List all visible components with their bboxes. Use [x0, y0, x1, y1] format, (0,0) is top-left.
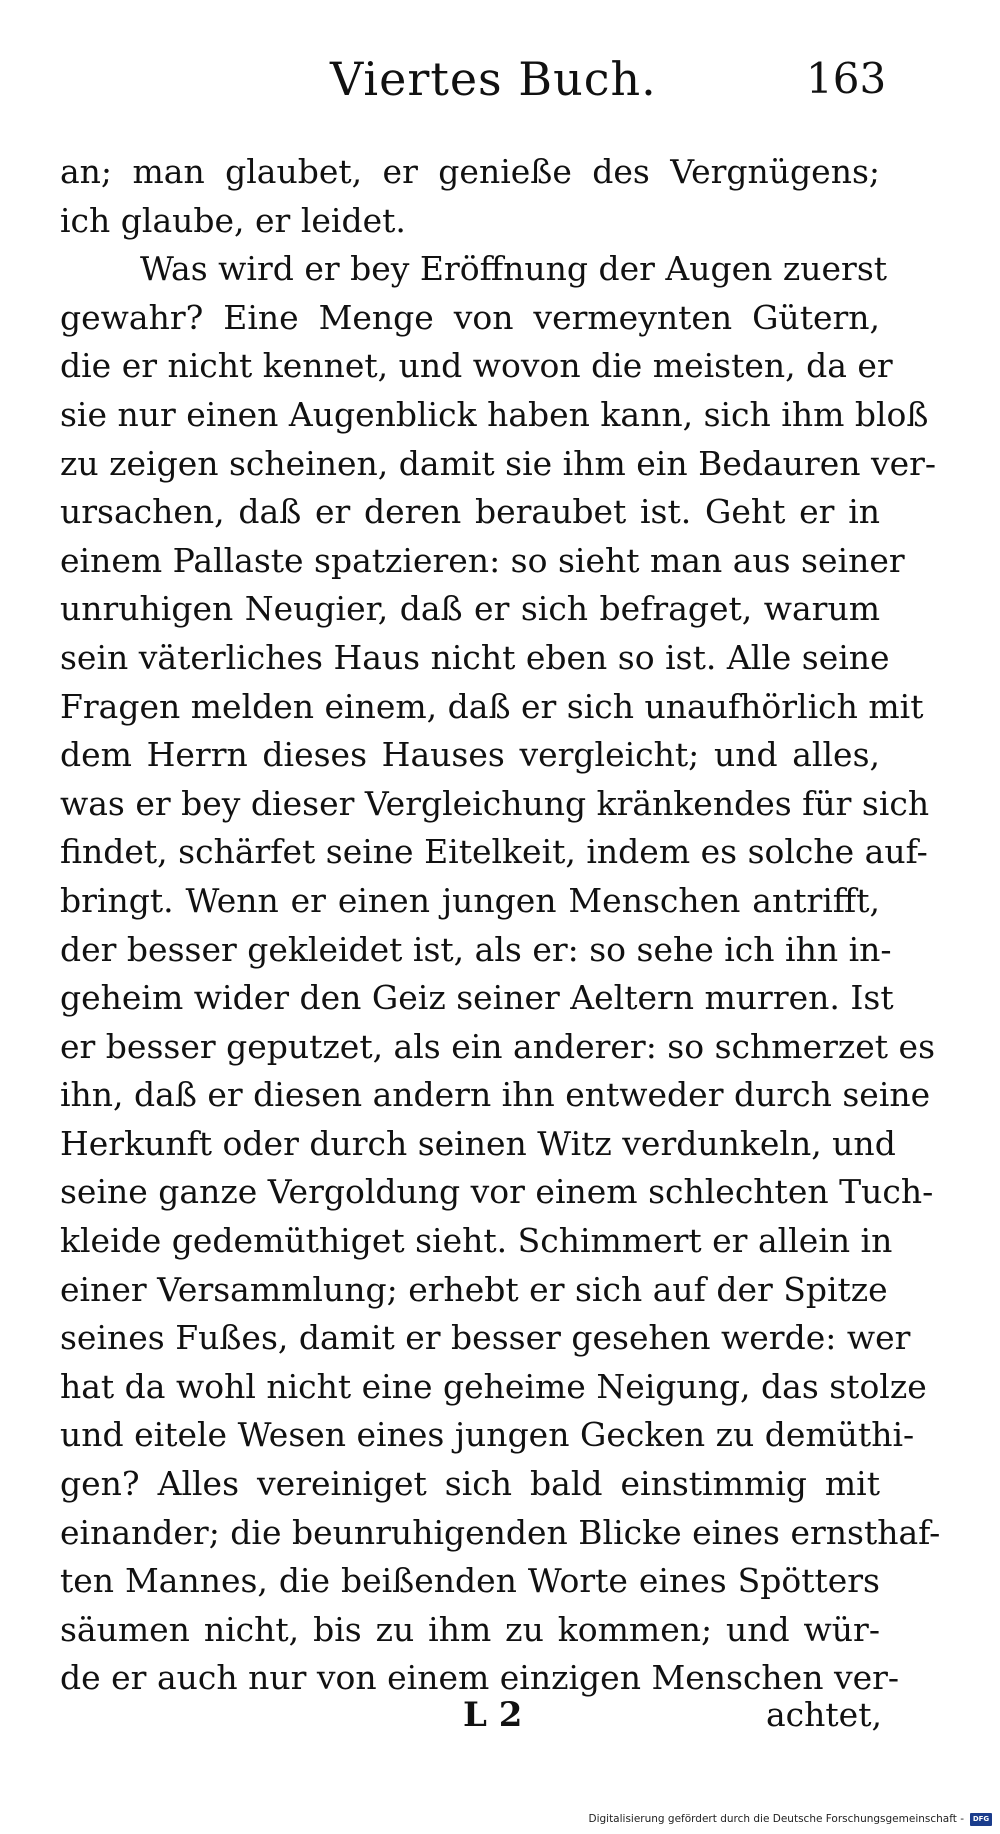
- digitization-credit: [588, 1810, 992, 1828]
- text-line: einander; die beunruhigenden Blicke eines ernsthaf-: [60, 1512, 941, 1552]
- text-line: einem Pallaste spatzieren: so sieht man aus seiner: [60, 540, 905, 580]
- text-line: seines Fußes, damit er besser gesehen werde: wer: [60, 1318, 911, 1358]
- text-line: zu zeigen scheinen, damit sie ihm ein Bedauren ver-: [60, 443, 937, 483]
- text-line: die er nicht kennet, und wovon die meisten, da er: [60, 346, 893, 386]
- text-line: an; man glaubet, er genieße des Vergnügens;: [60, 152, 880, 191]
- dfg-logo-icon: DFG: [970, 1813, 992, 1826]
- page-number: 163: [806, 54, 887, 103]
- text-line: geheim wider den Geiz seiner Aeltern murren. Ist: [60, 978, 894, 1018]
- text-line: ursachen, daß er deren beraubet ist. Geht er in: [60, 492, 880, 532]
- text-line: kleide gedemüthiget sieht. Schimmert er allein in: [60, 1221, 893, 1261]
- text-line: ihn, daß er diesen andern ihn entweder durch seine: [60, 1075, 931, 1115]
- text-line: Herkunft oder durch seinen Witz verdunkeln, und: [60, 1123, 896, 1163]
- text-line: ten Mannes, die beißenden Worte eines Spötters: [60, 1561, 880, 1601]
- text-line: unruhigen Neugier, daß er sich befraget, warum: [60, 589, 880, 629]
- catchword: achtet,: [766, 1695, 882, 1734]
- text-line: de er auch nur von einem einzigen Menschen ver-: [60, 1658, 900, 1698]
- text-line: und eitele Wesen eines jungen Gecken zu demüthi-: [60, 1415, 915, 1455]
- running-title: Viertes Buch.: [330, 52, 657, 106]
- page-footer: [0, 1695, 1000, 1745]
- text-line: sein väterliches Haus nicht eben so ist. Alle seine: [60, 637, 890, 677]
- text-line: einer Versammlung; erhebt er sich auf der Spitze: [60, 1269, 888, 1309]
- credit-text: Digitalisierung gefördert durch die Deutsche Forschungsgemeinschaft -: [588, 1813, 964, 1825]
- text-line: was er bey dieser Vergleichung kränkendes für sich: [60, 783, 930, 823]
- text-line: der besser gekleidet ist, als er: so sehe ich ihn in-: [60, 929, 892, 969]
- text-line: gewahr? Eine Menge von vermeynten Gütern,: [60, 297, 880, 337]
- text-line: seine ganze Vergoldung vor einem schlechten Tuch-: [60, 1172, 934, 1212]
- text-line: Was wird er bey Eröffnung der Augen zuerst: [140, 249, 888, 289]
- text-line: gen? Alles vereiniget sich bald einstimmig mit: [60, 1464, 880, 1504]
- text-line: hat da wohl nicht eine geheime Neigung, das stolze: [60, 1366, 927, 1406]
- page-header: [0, 52, 1000, 112]
- text-line: säumen nicht, bis zu ihm zu kommen; und wür-: [60, 1609, 880, 1649]
- text-line: bringt. Wenn er einen jungen Menschen antrifft,: [60, 880, 880, 920]
- signature-mark: L 2: [463, 1695, 523, 1735]
- body-text: [60, 148, 941, 1703]
- text-line: dem Herrn dieses Hauses vergleicht; und alles,: [60, 735, 880, 775]
- text-line: Fragen melden einem, daß er sich unaufhörlich mit: [60, 686, 924, 726]
- text-line: findet, schärfet seine Eitelkeit, indem es solche auf-: [60, 832, 928, 872]
- text-line: ich glaube, er leidet.: [60, 200, 406, 240]
- text-line: sie nur einen Augenblick haben kann, sich ihm bloß: [60, 394, 929, 434]
- text-line: er besser geputzet, als ein anderer: so schmerzet es: [60, 1026, 935, 1066]
